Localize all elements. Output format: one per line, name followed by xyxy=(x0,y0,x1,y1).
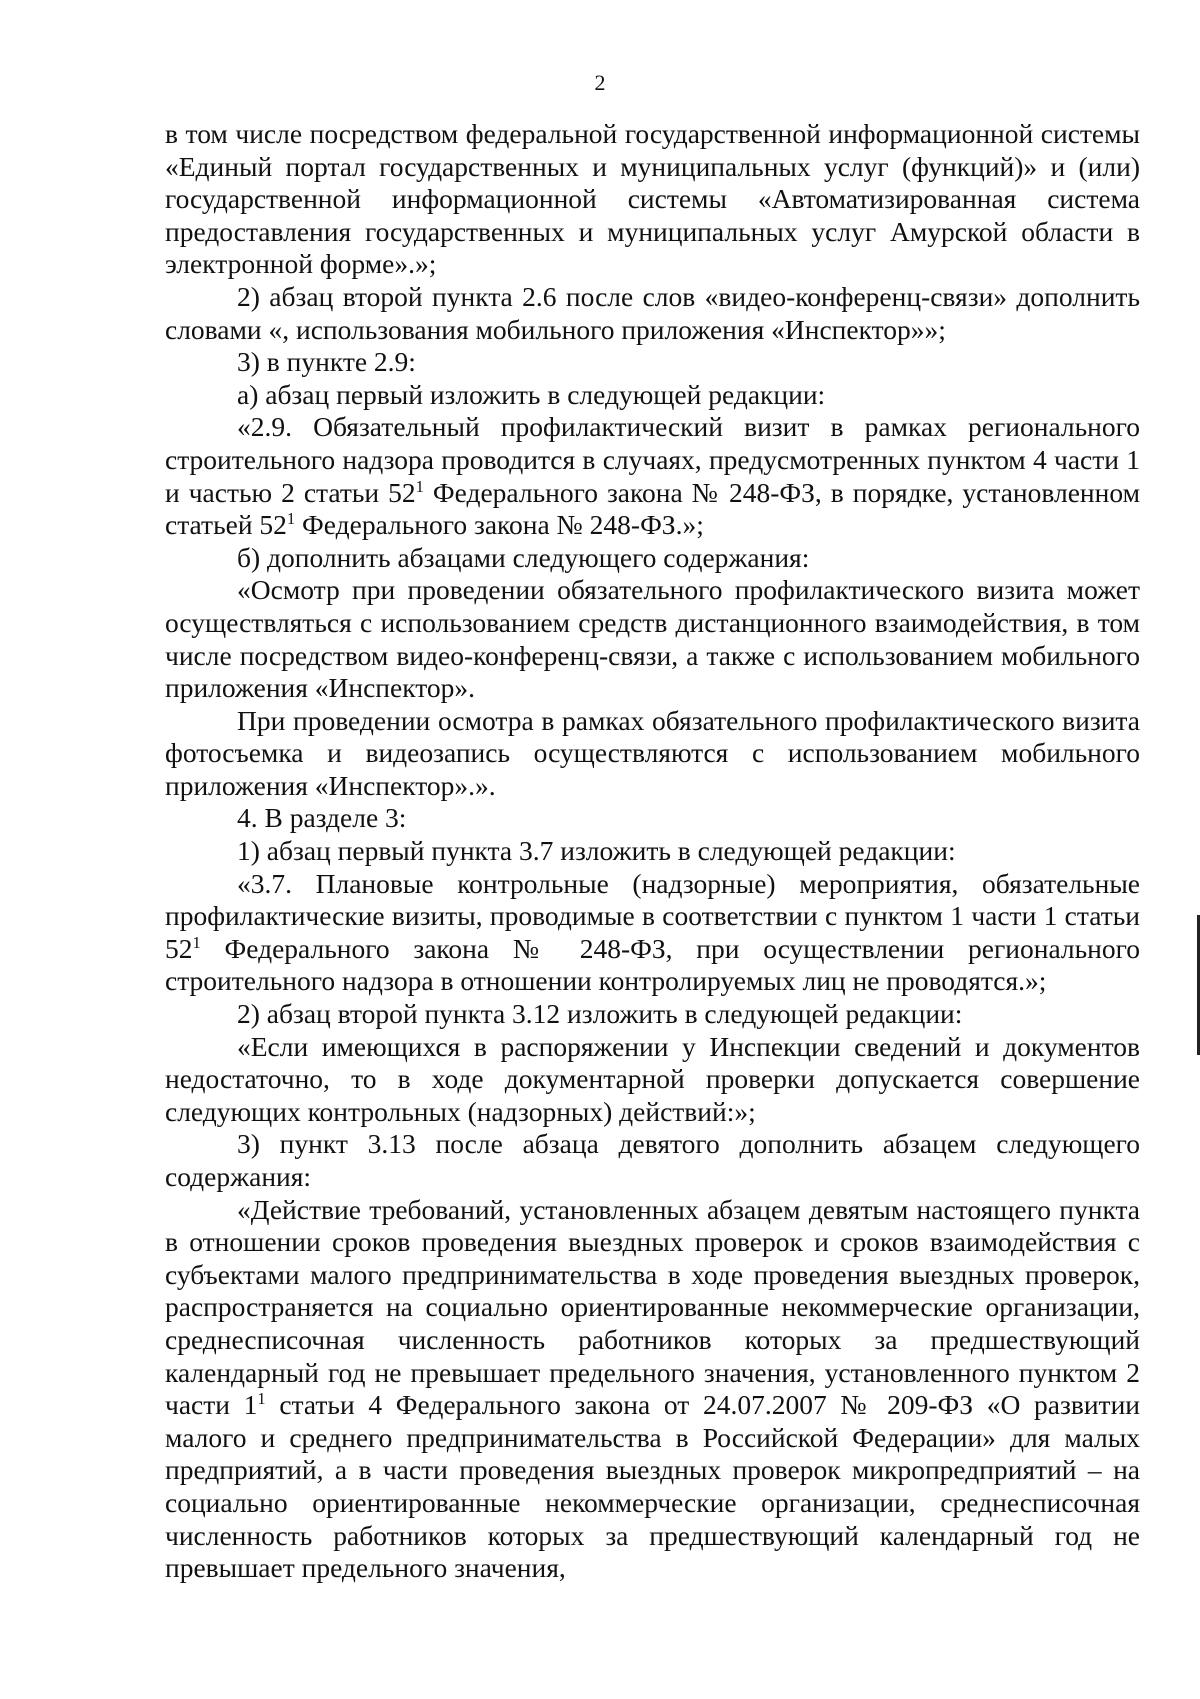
superscript: 1 xyxy=(192,932,201,952)
paragraph-15-part-b: статьи 4 Федерального закона от 24.07.2007 № 209-ФЗ «О развитии малого и среднего предпринимательства в Российской Федерации» для малых предприятий, а в части проведения выездных проверок микропредприятий – на социально ориентированные некоммерческие организации, среднесписочная численность работников которых за предшествующий календарный год не превышает предельного значения, xyxy=(165,1389,1140,1584)
paragraph-7: «Осмотр при проведении обязательного профилактического визита может осуществляться с использованием средств дистанционного взаимодействия, в том числе посредством видео-конференц-связи, а также с использованием мобильного приложения «Инспектор». xyxy=(165,574,1140,704)
paragraph-12: 2) абзац второй пункта 3.12 изложить в следующей редакции: xyxy=(237,998,963,1030)
paragraph-9: 4. В разделе 3: xyxy=(237,802,407,834)
paragraph-14: 3) пункт 3.13 после абзаца девятого дополнить абзацем следующего содержания: xyxy=(165,1128,1140,1192)
paragraph-5-part-b: Федерального закона № 248-ФЗ, в порядке, установленном статьей 52 xyxy=(165,476,1140,541)
superscript: 1 xyxy=(286,508,296,528)
paragraph-11-part-a: «3.7. Плановые контрольные (надзорные) мероприятия, обязательные профилактические визиты, проводимые в соответствии с пунктом 1 части 1 статьи 52 xyxy=(165,867,1140,964)
paragraph-15-part-a: «Действие требований, установленных абзацем девятым настоящего пункта в отношении сроков проведения выездных проверок и сроков взаимодействия с субъектами малого предпринимательства в ходе проведения выездных проверок, распространяется на социально ориентированные некоммерческие организации, среднесписочная численность работников которых за предшествующий календарный год не превышает предельного значения, установленного пунктом 2 части 1 xyxy=(165,1193,1140,1421)
paragraph-13: «Если имеющихся в распоряжении у Инспекции сведений и документов недостаточно, то в ходе документарной проверки допускается совершение следующих контрольных (надзорных) действий:»; xyxy=(165,1030,1140,1127)
paragraph-1: в том числе посредством федеральной государственной информационной системы «Единый портал государственных и муниципальных услуг (функций)» и (или) государственной информационной системы «Автоматизированная система предоставления государственных и муниципальных услуг Амурской области в электронной форме».»; xyxy=(165,118,1140,280)
paragraph-11 xyxy=(165,868,1140,998)
paragraph-3: 3) в пункте 2.9: xyxy=(237,346,416,378)
paragraph-6: б) дополнить абзацами следующего содержания: xyxy=(237,541,810,573)
paragraph-15 xyxy=(165,1194,1140,1585)
page-number: 2 xyxy=(594,70,606,95)
paragraph-4: а) абзац первый изложить в следующей редакции: xyxy=(237,378,826,410)
paragraph-2: 2) абзац второй пункта 2.6 после слов «видео-конференц-связи» дополнить словами «, использования мобильного приложения «Инспектор»»; xyxy=(165,280,1140,345)
document-body xyxy=(165,118,1140,1585)
paragraph-10: 1) абзац первый пункта 3.7 изложить в следующей редакции: xyxy=(237,835,956,867)
paragraph-8: При проведении осмотра в рамках обязательного профилактического визита фотосъемка и видеозапись осуществляются с использованием мобильного приложения «Инспектор».». xyxy=(165,704,1140,801)
superscript: 1 xyxy=(415,476,424,496)
paragraph-5 xyxy=(165,411,1140,541)
paragraph-5-part-a: «2.9. Обязательный профилактический визит в рамках регионального строительного надзора проводится в случаях, предусмотренных пунктом 4 части 1 и частью 2 статьи 52 xyxy=(165,411,1140,508)
paragraph-5-part-c: Федерального закона № 248-ФЗ.»; xyxy=(295,509,704,541)
paragraph-11-part-b: Федерального закона № 248-ФЗ, при осуществлении регионального строительного надзора в отношении контролируемых лиц не проводятся.»; xyxy=(165,932,1140,997)
superscript: 1 xyxy=(257,1389,266,1408)
